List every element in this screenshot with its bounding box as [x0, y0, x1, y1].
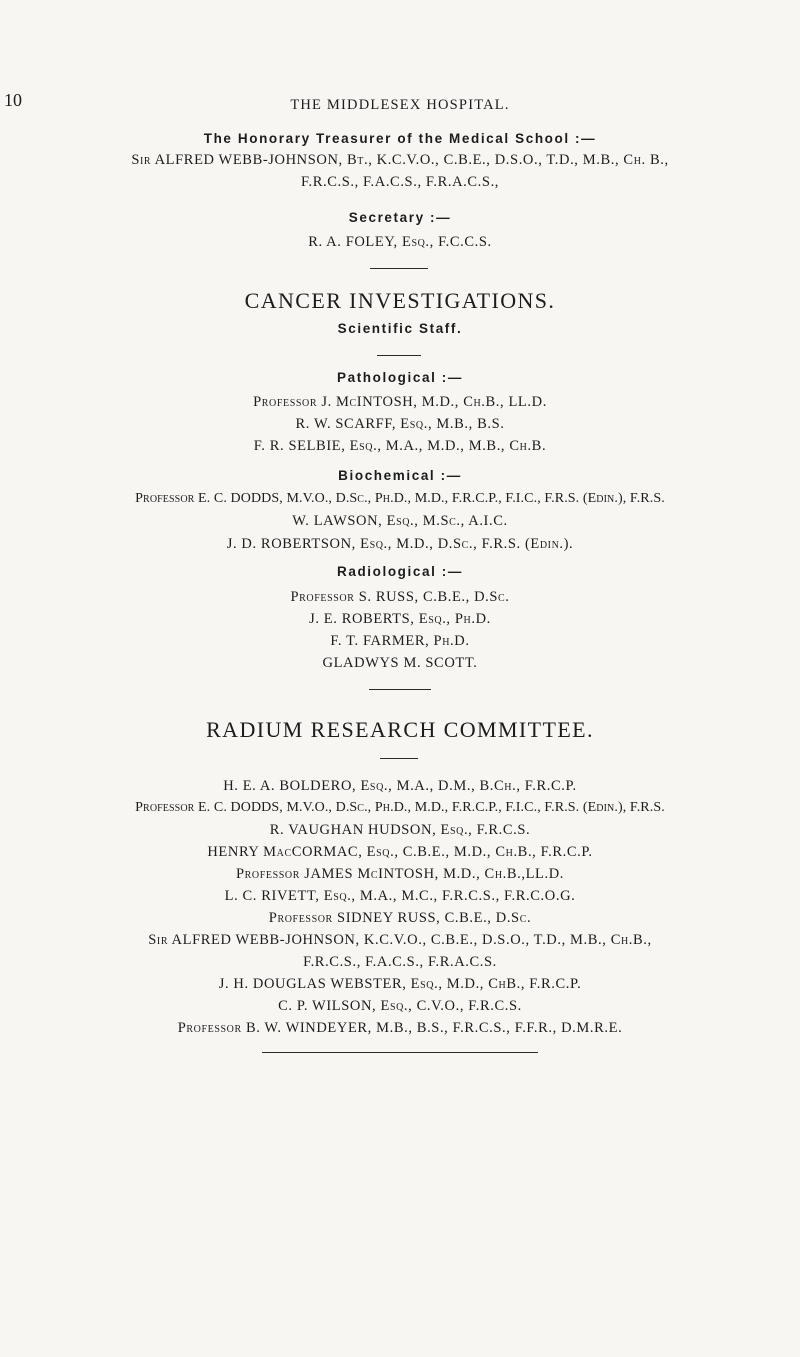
- cancer-heading: CANCER INVESTIGATIONS.: [244, 288, 556, 313]
- radiological-label: Radiological :—: [336, 564, 463, 579]
- divider-rule: [377, 355, 421, 356]
- radiological-line-4: GLADWYS M. SCOTT.: [322, 655, 478, 671]
- pathological-label: Pathological :—: [336, 370, 463, 385]
- radiological-line-2: J. E. ROBERTS, Esq., Ph.D.: [309, 611, 491, 627]
- pathological-line-2: R. W. SCARFF, Esq., M.B., B.S.: [295, 416, 505, 432]
- radium-member-10: C. P. WILSON, Esq., C.V.O., F.R.C.S.: [278, 998, 522, 1014]
- radium-member-1: H. E. A. BOLDERO, Esq., M.A., D.M., B.Ch., F.R.C.P.: [223, 778, 577, 794]
- pathological-line-3: F. R. SELBIE, Esq., M.A., M.D., M.B., Ch.B.: [253, 438, 547, 454]
- treasurer-label: The Honorary Treasurer of the Medical School :—: [203, 131, 597, 146]
- pathological-line-1: Professor J. McINTOSH, M.D., Ch.B., LL.D.: [253, 394, 547, 410]
- radium-member-2: Professor E. C. DODDS, M.V.O., D.Sc., Ph.D., M.D., F.R.C.P., F.I.C., F.R.S. (Edin.), F.R.S.: [135, 800, 665, 815]
- divider-rule: [369, 689, 431, 690]
- running-head: THE MIDDLESEX HOSPITAL.: [290, 97, 510, 113]
- radium-member-3: R. VAUGHAN HUDSON, Esq., F.R.C.S.: [269, 822, 531, 838]
- radium-member-9: J. H. DOUGLAS WEBSTER, Esq., M.D., ChB., F.R.C.P.: [218, 976, 582, 992]
- radium-member-7: Professor SIDNEY RUSS, C.B.E., D.Sc.: [268, 910, 532, 926]
- treasurer-line-1: Sir ALFRED WEBB-JOHNSON, Bt., K.C.V.O., C.B.E., D.S.O., T.D., M.B., Ch. B.,: [131, 152, 669, 168]
- divider-rule: [370, 268, 428, 269]
- closing-rule: [262, 1052, 538, 1053]
- radium-member-8-cont: F.R.C.S., F.A.C.S., F.R.A.C.S.: [303, 954, 497, 970]
- radium-member-4: HENRY MacCORMAC, Esq., C.B.E., M.D., Ch.B., F.R.C.P.: [207, 844, 593, 860]
- treasurer-line-2: F.R.C.S., F.A.C.S., F.R.A.C.S.,: [300, 174, 500, 190]
- biochemical-label: Biochemical :—: [338, 468, 462, 483]
- divider-rule: [380, 758, 418, 759]
- biochemical-line-2: W. LAWSON, Esq., M.Sc., A.I.C.: [292, 513, 508, 529]
- page-number: 10: [4, 90, 22, 110]
- radium-member-8: Sir ALFRED WEBB-JOHNSON, K.C.V.O., C.B.E., D.S.O., T.D., M.B., Ch.B.,: [148, 932, 652, 948]
- radium-member-6: L. C. RIVETT, Esq., M.A., M.C., F.R.C.S., F.R.C.O.G.: [224, 888, 576, 904]
- secretary-line-1: R. A. FOLEY, Esq., F.C.C.S.: [308, 234, 492, 250]
- secretary-label: Secretary :—: [348, 210, 452, 225]
- biochemical-line-1: Professor E. C. DODDS, M.V.O., D.Sc., Ph.D., M.D., F.R.C.P., F.I.C., F.R.S. (Edin.), F.R.S.: [135, 491, 665, 506]
- radiological-line-3: F. T. FARMER, Ph.D.: [330, 633, 470, 649]
- radium-heading: RADIUM RESEARCH COMMITTEE.: [206, 717, 594, 742]
- biochemical-line-3: J. D. ROBERTSON, Esq., M.D., D.Sc., F.R.S. (Edin.).: [226, 536, 574, 552]
- radium-member-5: Professor JAMES McINTOSH, M.D., Ch.B.,LL.D.: [235, 866, 565, 882]
- scientific-staff-subheading: Scientific Staff.: [337, 321, 463, 336]
- radium-member-11: Professor B. W. WINDEYER, M.B., B.S., F.R.C.S., F.F.R., D.M.R.E.: [177, 1020, 623, 1036]
- radiological-line-1: Professor S. RUSS, C.B.E., D.Sc.: [290, 589, 510, 605]
